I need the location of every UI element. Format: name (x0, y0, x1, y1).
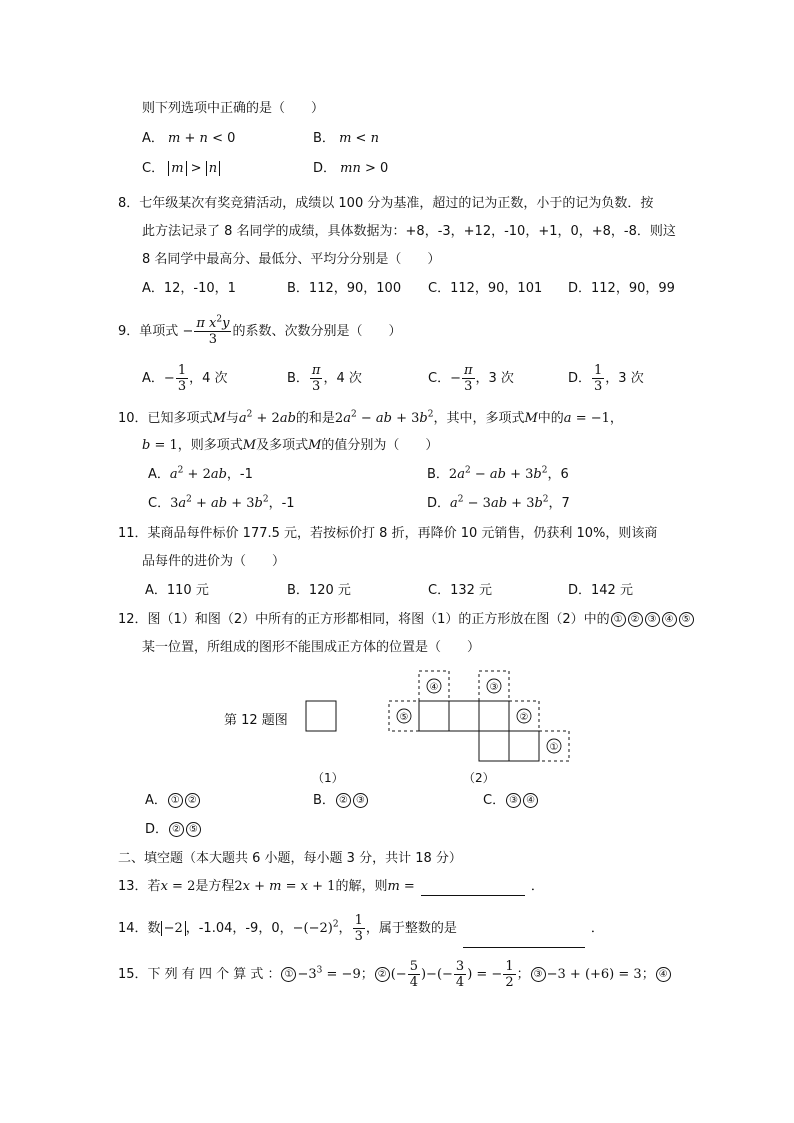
q9-option-c[interactable]: C．− $\frac{\pi}{3}$ ，3 次 (428, 363, 514, 394)
fig2-square (419, 701, 449, 731)
slot-4-label: ④ (429, 682, 439, 693)
q7-option-c[interactable]: C． m > n (142, 160, 220, 178)
q15: 15．下 列 有 四 个 算 式 ： ① $-3^3 = -9$； ② (− $\frac{5}{4}$ )−(− $\frac{3}{4}$ ) = − $\frac{1}{2}$ ； ③ −3 + (+6) = 3； ④ (118, 955, 672, 995)
q7-option-a[interactable]: A． m + n < 0 (142, 131, 236, 146)
q9-stem: 9．单项式 − $\frac{\pi x^2y}{3}$ 的系数、次数分别是（ ） (118, 314, 402, 347)
q11-option-c[interactable]: C．132 元 (428, 583, 493, 598)
q12-line2: 某一位置，所组成的图形不能围成正方体的位置是（ ） (142, 640, 481, 655)
q8-line2: 此方法记录了 8 名同学的成绩，具体数据为：+8，-3，+12，-10，+1，0，+8，-8．则这 (142, 224, 676, 239)
q8-line1: 8．七年级某次有奖竞猜活动，成绩以 100 分为基准，超过的记为正数，小于的记为负数．按 (118, 196, 654, 211)
q10-option-b[interactable]: B．$2a^2$ − ab + $3b^2$，6 (427, 465, 569, 482)
slot-3 (479, 671, 509, 701)
q8-option-d[interactable]: D．112，90，99 (568, 281, 675, 296)
q12-option-d[interactable]: D． ② ⑤ (145, 821, 202, 839)
slot-1 (539, 731, 569, 761)
q11-option-b[interactable]: B．120 元 (287, 583, 351, 598)
q12-line1: 12．图（1）和图（2）中所有的正方形都相同，将图（1）的正方形放在图（2）中的 ① ② ③ ④ ⑤ (118, 611, 695, 629)
q11-line1: 11．某商品每件标价 177.5 元，若按标价打 8 折，再降价 10 元销售，仍获利 10%，则该商 (118, 526, 658, 541)
q11-option-a[interactable]: A．110 元 (145, 583, 209, 598)
slot-5 (389, 701, 419, 731)
q10-option-c[interactable]: C．$3a^2$ + ab + $3b^2$，-1 (148, 494, 295, 511)
q7-option-b[interactable]: B． m < n (313, 131, 379, 146)
fig2-square (449, 701, 479, 731)
q11-line2: 品每件的进价为（ ） (142, 554, 286, 569)
q9-option-d[interactable]: D． $\frac{1}{3}$ ，3 次 (568, 363, 644, 394)
slot-1-label: ① (549, 742, 559, 753)
q9-option-b[interactable]: B． $\frac{\pi}{3}$ ，4 次 (287, 363, 362, 394)
slot-2-label: ② (519, 712, 529, 723)
q7-option-d[interactable]: D． mn > 0 (313, 161, 389, 176)
q12-option-c[interactable]: C． ③ ④ (483, 792, 539, 810)
q11-option-d[interactable]: D．142 元 (568, 583, 633, 598)
section-fill-in-heading: 二、填空题（本大题共 6 小题，每小题 3 分，共计 18 分） (118, 851, 462, 866)
q14: 14．数 −2 ，-1.04，-9，0，$-(-2)^2$， $\frac{1}{3}$ ，属于整数的是 ． (118, 910, 604, 948)
slot-4 (419, 671, 449, 701)
q10-line2: b = 1，则多项式M及多项式M的值分别为（ ） (142, 438, 439, 453)
q10-option-d[interactable]: D．$a^2 - 3ab + 3b^2$，7 (427, 494, 570, 511)
q8-line3: 8 名同学中最高分、最低分、平均分分别是（ ） (142, 252, 441, 267)
q12-option-a[interactable]: A． ① ② (145, 792, 201, 810)
slot-5-label: ⑤ (399, 712, 409, 723)
q8-option-a[interactable]: A．12，-10，1 (142, 281, 236, 296)
q9-monomial: $\frac{\pi x^2y}{3}$ (196, 314, 230, 347)
q13: 13．若x = 2是方程2x + m = x + 1的解，则m = ． (118, 879, 544, 894)
q14-answer-blank[interactable] (463, 933, 585, 948)
fig1-caption: （1） (312, 771, 344, 785)
fig2-square (479, 731, 509, 761)
q12-figure-title: 第 12 题图 (224, 713, 288, 728)
fig2-square (479, 701, 509, 731)
fig2-caption: （2） (463, 771, 495, 785)
q8-option-b[interactable]: B．112，90，100 (287, 281, 402, 296)
q13-answer-blank[interactable] (421, 881, 525, 896)
q12-option-b[interactable]: B． ② ③ (313, 792, 369, 810)
q8-option-c[interactable]: C．112，90，101 (428, 281, 543, 296)
q10-option-a[interactable]: A．$a^2 + 2ab$，-1 (148, 465, 253, 482)
slot-3-label: ③ (489, 682, 499, 693)
slot-2 (509, 701, 539, 731)
q9-option-a[interactable]: A．− $\frac{1}{3}$ ，4 次 (142, 363, 228, 394)
q10-line1: 10．已知多项式M与$a^2 + 2ab$的和是$2a^2$ − ab + $3b^2$，其中，多项式M中的a = −1， (118, 409, 623, 426)
fig2-square (509, 731, 539, 761)
q7-lead-text: 则下列选项中正确的是（ ） (142, 101, 325, 116)
fig1-square (306, 701, 336, 731)
